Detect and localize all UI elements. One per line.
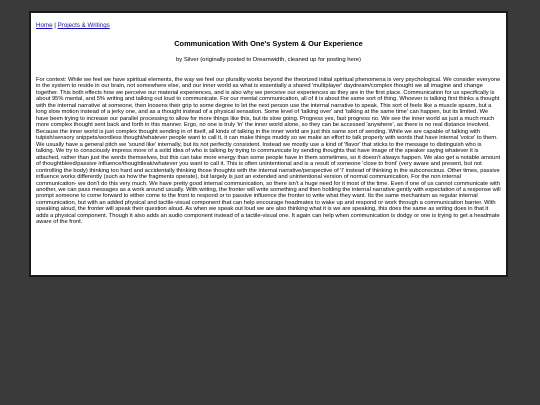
breadcrumb <box>36 22 110 29</box>
page-title: Communication With One's System & Our Experience <box>174 39 363 48</box>
content-page <box>29 11 508 277</box>
author-byline: by Silver (originally posted to Dreamwidth, cleaned up for posting here) <box>176 57 361 63</box>
article-body: For context: While we feel we have spiritual elements, the way we feel our plurality works beyond the theorized initial spiritual phenomena is very psychological. We consider everyone in the system to reside in our brain, not somewhere else, and our inner world as what is essentially a shared 'multiplayer' daydream/complex thought we all imagine and change together. This both effects how we perceive our material experiences, and is also why we perceive our experiences as they are in the first place. Communication for us specifically is about 95% mental, and 5% writing and talking out loud to communicate. For our mental communication, all of it is about the same sort of thing. Whoever is talking first thinks a thought with the internal narrative at someone, then loosens their grip to some degree to let the next person use the internal narrative to speak. This sort of feels like a muscle spasm, but a long slow motion instead of a jerky one, and as a thought instead of a physical sensation. Some level of 'talking over' and 'talking at the same time' can happen, but its limited. We have been trying to increase our parallel processing to allow for more things like this, but its slow going. Progress yes, fast progress no. We see the inner world as just a much much more complex thought sent back and forth in this manner. Ergo, no one is truly 'in' the inner world alone, so they can be accessed 'anywhere', as there is no real distance involved. Because the inner world is just complex thought sending in of itself, all kinds of talking in the inner world are just this same sort of sending. While we are capable of talking with tulpish/sensory snippets/wordless thought/whatever people want to call it, it can make things muddy so we make an effort to talk properly with words that have internal 'voice' to them. We usually have a general pitch we 'sound like' internally, but its not perfectly consistent. Instead we mostly use a kind of 'flavor' that sticks to the message to distinguish who is talking. We try to consciously impress more of a solid idea of who is talking by trying to communicate by sending thoughts that have image of the speaker saying whatever it is attached, rather than just the words themselves, but this can take more energy than some people have in them sometimes, so it doesn't always happen. We also get a notable amount of thoughtbleed/passive influence/thoughtleak/whatever you want to call it. This is often unintentional and is a result of someone 'close to front' (very aware and present, but not controlling the body) thinking too hard and accidentally thinking those thoughts with the internal narrative/perspective of 'I' instead of thinking in the subconscious. Other times, passive influence works differently (such as how the fragments operate), but largely is just an extended and unintentional version of normal communication. For the non internal communication- we don't do this very much. We have pretty good internal communication, so there isn't a huge need for it most of the time. Even if one of us cannot communicate with another, we can pass messages as a work around usually. With writing, the fronter will write something and then holding the internal narrative gently with expectation of a response will prompt someone to come forward to either come to the front to respond or to passive influence the fronter to write what they want. Its the same mechanism as regular internal communication, but with an added physical and tactile-visual component that can help encourage headmates to wake up and respond or work through a communication barrier. With speaking aloud, the fronter will speak their question aloud. As when we speak out loud we are also thinking what it is we are speaking, this does the same as writing does in that it adds a physical component. Though it also adds an audio component instead of a tactile-visual one. It again can help when communication is dodgy or one is trying to get a headmate aware of the front. <box>36 77 501 226</box>
home-link[interactable]: Home <box>36 22 53 29</box>
projects-writings-link[interactable]: Projects & Writings <box>57 22 110 29</box>
nav-separator: | <box>54 22 56 29</box>
